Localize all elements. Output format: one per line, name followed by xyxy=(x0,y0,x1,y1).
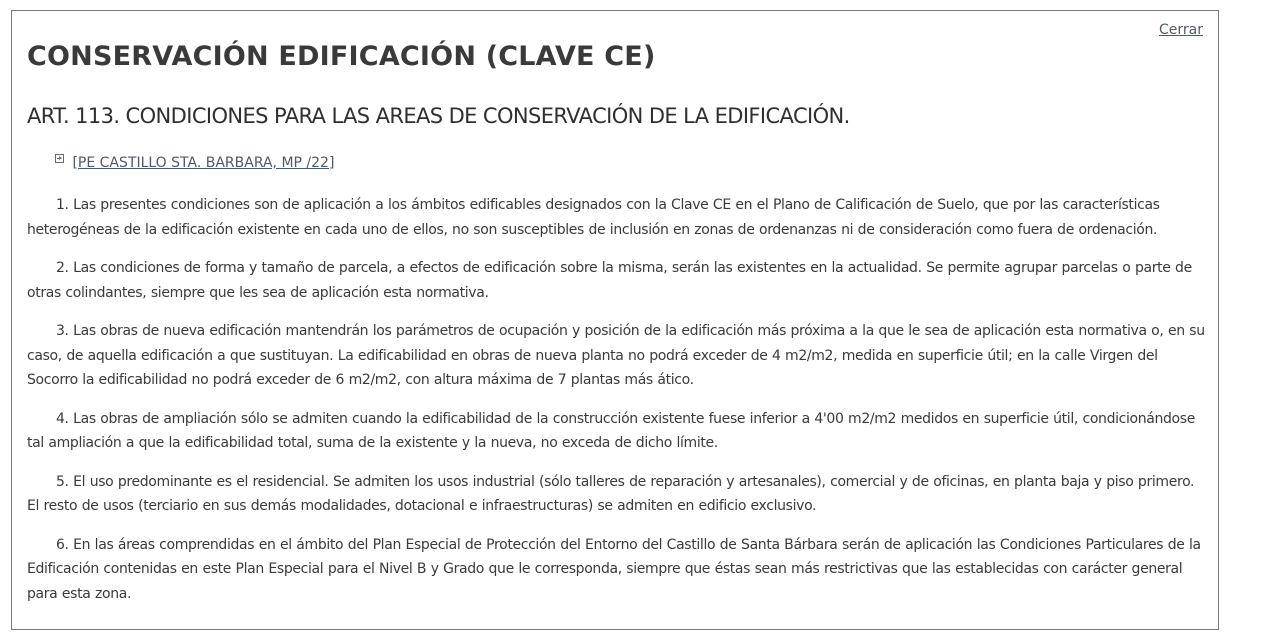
paragraph-1: 1. Las presentes condiciones son de aplicación a los ámbitos edificables designados con la Clave CE en el Plano de Calificación de Suelo, que por las características heterogéneas de la edificación existente en cada uno de ellos, no son susceptibles de inclusión en zonas de ordenanzas ni de consideración como fuera de ordenación. xyxy=(27,197,1160,238)
close-link[interactable]: Cerrar xyxy=(1159,22,1203,38)
reference-row xyxy=(55,155,334,171)
paragraph-6: 6. En las áreas comprendidas en el ámbito del Plan Especial de Protección del Entorno del Castillo de Santa Bárbara serán de aplicación las Condiciones Particulares de la Edificación contenidas en este Plan Especial para el Nivel B y Grado que le corresponda, siempre que éstas sean más restrictivas que las establecidas con carácter general para esta zona. xyxy=(27,536,1201,602)
reference-link[interactable]: [PE CASTILLO STA. BARBARA, MP /22] xyxy=(72,155,335,171)
article-body xyxy=(27,193,1209,620)
external-link-icon xyxy=(55,154,64,163)
paragraph-5: 5. El uso predominante es el residencial. Se admiten los usos industrial (sólo talleres de reparación y artesanales), comercial y de oficinas, en planta baja y piso primero. El resto de usos (terciario en sus demás modalidades, dotacional e infraestructuras) se admiten en edificio exclusivo. xyxy=(27,473,1195,514)
page-title: CONSERVACIÓN EDIFICACIÓN (CLAVE CE) xyxy=(27,41,656,72)
article-heading: ART. 113. CONDICIONES PARA LAS AREAS DE CONSERVACIÓN DE LA EDIFICACIÓN. xyxy=(27,104,850,128)
paragraph-4: 4. Las obras de ampliación sólo se admiten cuando la edificabilidad de la construcción existente fuese inferior a 4'00 m2/m2 medidos en superficie útil, condicionándose tal ampliación a que la edificabilidad total, suma de la existente y la nueva, no exceda de dicho límite. xyxy=(27,410,1195,451)
paragraph-3: 3. Las obras de nueva edificación mantendrán los parámetros de ocupación y posición de la edificación más próxima a la que le sea de aplicación esta normativa o, en su caso, de aquella edificación a que sustituyan. La edificabilidad en obras de nueva planta no podrá exceder de 4 m2/m2, medida en superficie útil; en la calle Virgen del Socorro la edificabilidad no podrá exceder de 6 m2/m2, con altura máxima de 7 plantas más ático. xyxy=(27,323,1205,388)
article-panel xyxy=(11,10,1219,630)
paragraph-2: 2. Las condiciones de forma y tamaño de parcela, a efectos de edificación sobre la misma, serán las existentes en la actualidad. Se permite agrupar parcelas o parte de otras colindantes, siempre que les sea de aplicación esta normativa. xyxy=(27,260,1192,301)
